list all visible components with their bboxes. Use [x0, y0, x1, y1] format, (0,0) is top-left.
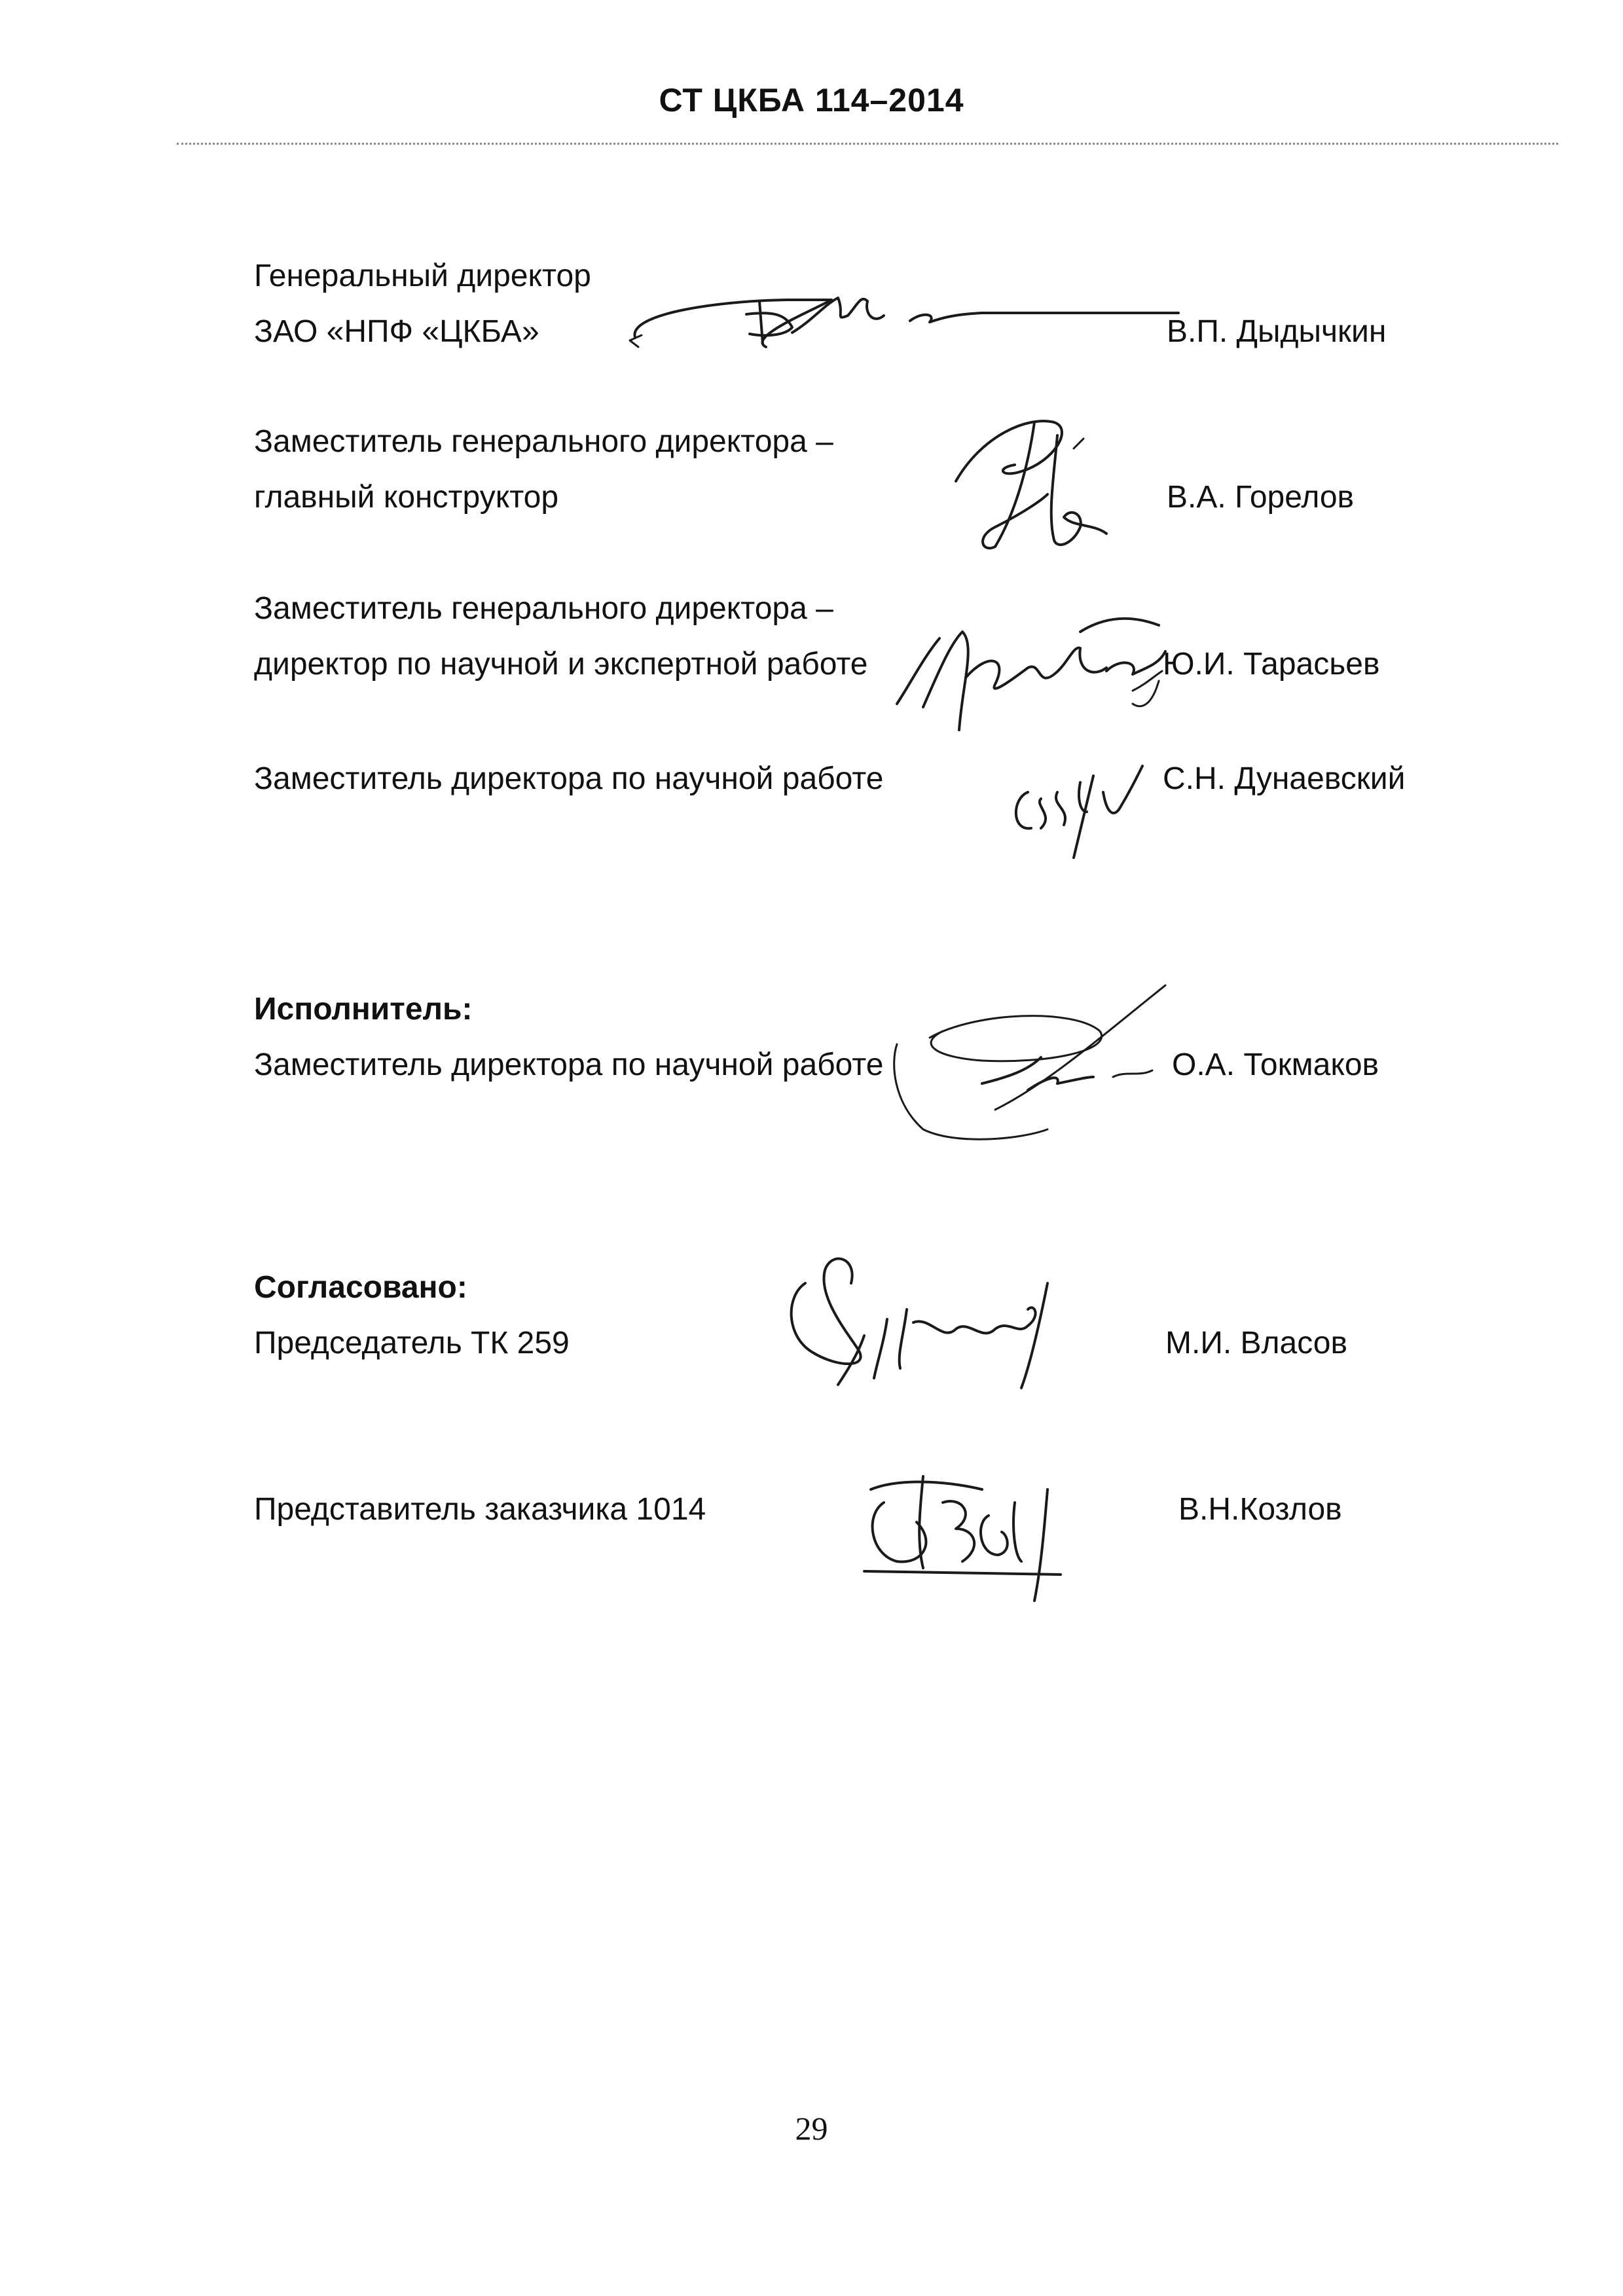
signature-2-image — [943, 409, 1126, 560]
signature-3-image — [884, 606, 1172, 737]
executor-name: О.А. Токмаков — [1172, 1048, 1379, 1082]
signature-agreed-2-image — [851, 1463, 1074, 1607]
executor-heading: Исполнитель: — [254, 992, 473, 1027]
signatory-2-name: В.А. Горелов — [1167, 480, 1355, 515]
agreed-2-name: В.Н.Козлов — [1178, 1492, 1342, 1527]
signatory-1-position-line2: ЗАО «НПФ «ЦКБА» — [254, 314, 539, 349]
agreed-2-position: Представитель заказчика 1014 — [254, 1492, 706, 1527]
signature-4-image — [1002, 746, 1152, 864]
executor-position: Заместитель директора по научной работе — [254, 1048, 884, 1082]
signatory-2-position-line1: Заместитель генерального директора – — [254, 424, 833, 459]
agreed-1-name: М.И. Власов — [1165, 1326, 1347, 1360]
signatory-3-position-line1: Заместитель генерального директора – — [254, 591, 833, 626]
signature-1-image — [615, 275, 1192, 354]
signatory-3-name: Ю.И. Тарасьев — [1163, 647, 1380, 682]
document-code-header: СТ ЦКБА 114–2014 — [659, 82, 964, 118]
agreed-heading: Согласовано: — [254, 1270, 467, 1305]
agreed-1-position: Председатель ТК 259 — [254, 1326, 570, 1360]
signature-executor-image — [877, 979, 1178, 1149]
header-divider — [177, 143, 1558, 145]
signatory-4-name: С.Н. Дунаевский — [1163, 761, 1406, 796]
signatory-2-position-line2: главный конструктор — [254, 480, 559, 515]
page-number: 29 — [795, 2110, 828, 2147]
signatory-1-position-line1: Генеральный директор — [254, 259, 591, 293]
signatory-4-position: Заместитель директора по научной работе — [254, 761, 884, 796]
signatory-1-name: В.П. Дыдычкин — [1167, 314, 1387, 349]
signatory-3-position-line2: директор по научной и экспертной работе — [254, 647, 868, 682]
signature-agreed-1-image — [759, 1244, 1074, 1401]
